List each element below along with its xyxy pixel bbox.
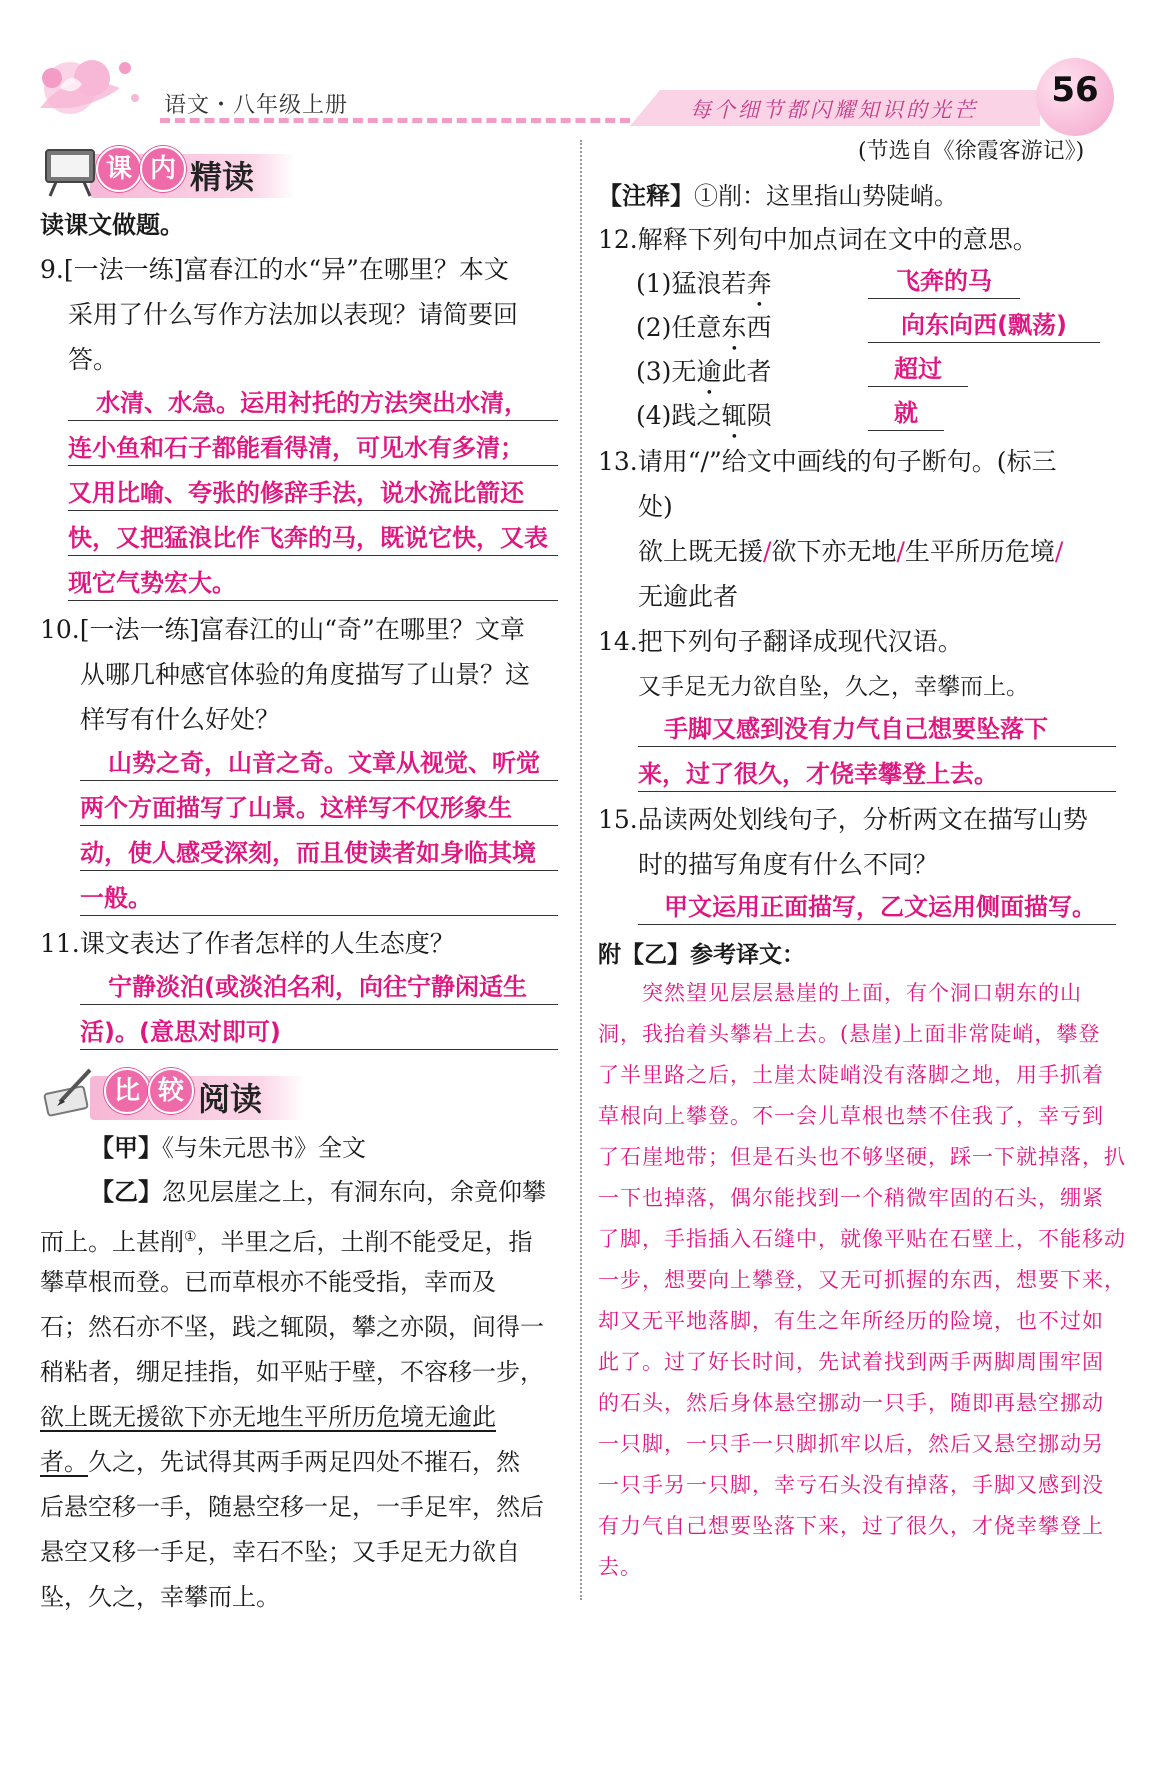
q13-segment: 生平所历危境	[904, 537, 1055, 566]
passage-yi-line: 坠，久之，幸攀而上。	[40, 1583, 280, 1611]
passage-yi-text: 而上。上甚削	[40, 1228, 184, 1256]
q15-line: 15.品读两处划线句子，分析两文在描写山势	[598, 805, 1088, 834]
passage-yi-line	[90, 1174, 546, 1210]
q12-item-text: 此者	[721, 357, 772, 386]
q12-item	[636, 354, 771, 401]
passage-yi-line: 石；然石亦不坚，践之辄陨，攀之亦陨，间得一	[40, 1313, 544, 1341]
passage-yi-line: 攀草根而登。已而草根亦不能受指，幸而及	[40, 1268, 496, 1296]
q12-dotted-word: 东	[721, 313, 747, 342]
translation-line: 一只手另一只脚，幸亏石头没有掉落，手脚又感到没	[598, 1473, 1104, 1497]
q12-item-text: 陨	[746, 401, 772, 430]
section-header-comparative-reading	[40, 1062, 310, 1122]
translation-line: 一只脚，一只手一只脚抓牢以后，然后又悬空挪动另	[598, 1432, 1104, 1456]
q12-answer: 飞奔的马	[868, 264, 1020, 299]
q12-item	[636, 398, 771, 445]
flower-ornament-icon	[30, 48, 150, 124]
section-bubble-char: 比	[104, 1068, 150, 1114]
q9-answer-line: 又用比喻、夸张的修辞手法，说水流比箭还	[68, 476, 558, 511]
q12-answer: 向东向西(飘荡)	[868, 308, 1100, 343]
translation-line: 此了。过了好长时间，先试着找到两手两脚周围牢固	[598, 1350, 1104, 1374]
q12-item-text: 无	[671, 357, 697, 386]
q13-line: 处)	[638, 492, 673, 521]
q13-answer-sentence	[638, 534, 1063, 570]
section-header-close-reading	[40, 140, 300, 200]
subject-label: 语文・八年级上册	[164, 93, 349, 118]
q12-item-text: 西	[746, 313, 772, 342]
q9-answer-line: 水清、水急。运用衬托的方法突出水清，	[68, 386, 558, 421]
footnote-mark: ①	[184, 1229, 197, 1245]
page-number: 56	[1051, 70, 1099, 110]
notebook-pen-icon	[40, 1062, 100, 1122]
translation-line: 一步，想要向上攀登，又无可抓握的东西，想要下来，	[598, 1268, 1126, 1292]
q12-item	[636, 310, 771, 357]
translation-title: 附【乙】参考译文：	[598, 942, 805, 968]
q12-answer: 超过	[868, 352, 968, 387]
q15-line: 时的描写角度有什么不同？	[638, 850, 939, 879]
instruction: 读课文做题。	[40, 211, 184, 239]
column-divider	[580, 140, 582, 1600]
passage-yi-underlined-text: 者。	[40, 1448, 88, 1476]
q13-segment-last: 无逾此者	[638, 582, 739, 611]
q9-line: 答。	[68, 345, 119, 374]
q12-answer: 就	[868, 396, 944, 431]
translation-line: 草根向上攀登。不一会儿草根也禁不住我了，幸亏到	[598, 1104, 1104, 1128]
passage-yi-line: 悬空又移一手足，幸石不坠；又手足无力欲自	[40, 1538, 520, 1566]
passage-jia-label: 【甲】	[90, 1134, 162, 1162]
q12-line: 12.解释下列句中加点词在文中的意思。	[598, 225, 1038, 254]
q12-item-text: 猛浪若	[671, 269, 747, 298]
q13-slash: /	[896, 537, 905, 566]
q11-answer-line: 活)。(意思对即可)	[80, 1015, 558, 1050]
passage-yi-line	[40, 1444, 520, 1480]
q10-answer-line: 两个方面描写了山景。这样写不仅形象生	[80, 791, 558, 826]
q9-line: 9.[一法一练]富春江的水“异”在哪里？本文	[40, 255, 509, 284]
q10-line: 样写有什么好处？	[80, 705, 281, 734]
q11-answer-line: 宁静淡泊(或淡泊名利，向往宁静闲适生	[80, 970, 558, 1005]
q12-item-text: 任意	[671, 313, 722, 342]
q10-answer-line: 山势之奇，山音之奇。文章从视觉、听觉	[80, 746, 558, 781]
translation-line: 一下也掉落，偶尔能找到一个稍微牢固的石头，绷紧	[598, 1186, 1104, 1210]
passage-yi-label: 【乙】	[90, 1178, 162, 1206]
section-bubble-char: 较	[148, 1068, 194, 1114]
annotation-label: 【注释】	[598, 182, 694, 210]
q10-answer-line: 动，使人感受深刻，而且使读者如身临其境	[80, 836, 558, 871]
translation-line: 了半里路之后，土崖太陡峭没有落脚之地，用手抓着	[598, 1063, 1104, 1087]
translation-line: 了脚，手指插入石缝中，就像平贴在石壁上，不能移动	[598, 1227, 1126, 1251]
translation-line: 去。	[598, 1555, 642, 1579]
header-dashed-divider	[160, 118, 630, 123]
translation-line: 洞，我抬着头攀岩上去。(悬崖)上面非常陡峭，攀登	[598, 1022, 1101, 1046]
q9-answer-line: 快，又把猛浪比作飞奔的马，既说它快，又表	[68, 521, 558, 556]
q10-line: 从哪几种感官体验的角度描写了山景？这	[80, 660, 531, 689]
q10-answer-line: 一般。	[80, 881, 558, 916]
translation-line: 却又无平地落脚，有生之年所经历的险境，也不过如	[598, 1309, 1104, 1333]
passage-jia	[90, 1130, 366, 1166]
annotation-text: ①削：这里指山势陡峭。	[694, 182, 958, 210]
section-title: 阅读	[198, 1080, 263, 1118]
passage-yi-line: 后悬空移一手，随悬空移一足，一手足牢，然后	[40, 1493, 544, 1521]
translation-line: 的石头，然后身体悬空挪动一只手，随即再悬空挪动	[598, 1391, 1104, 1415]
translation-line: 突然望见层层悬崖的上面，有个洞口朝东的山	[642, 981, 1082, 1005]
section-bubble-char: 课	[96, 146, 142, 192]
q13-segment: 欲上既无援	[638, 537, 764, 566]
q9-line: 采用了什么写作方法加以表现？请简要回	[68, 300, 519, 329]
q14-sentence: 又手足无力欲自坠，久之，幸攀而上。	[638, 674, 1029, 700]
q13-slash: /	[1054, 537, 1064, 566]
q15-answer-line: 甲文运用正面描写，乙文运用侧面描写。	[638, 890, 1116, 925]
q12-item	[636, 266, 771, 313]
section-bubble-char: 内	[140, 146, 186, 192]
source-note: (节选自《徐霞客游记》)	[858, 139, 1085, 164]
q10-line: 10.[一法一练]富春江的山“奇”在哪里？文章	[40, 615, 525, 644]
q12-item-number: (4)	[636, 401, 672, 430]
q13-line: 13.请用“/”给文中画线的句子断句。(标三	[598, 447, 1057, 476]
q11-line: 11.课文表达了作者怎样的人生态度？	[40, 929, 455, 958]
q14-answer-line: 来，过了很久，才侥幸攀登上去。	[638, 757, 1116, 792]
q13-segment: 欲下亦无地	[771, 537, 897, 566]
q12-dotted-word: 奔	[746, 269, 772, 298]
q14-answer-line: 手脚又感到没有力气自己想要坠落下	[638, 712, 1116, 747]
q12-dotted-word: 辄	[721, 401, 747, 430]
passage-yi-line: 稍粘者，绷足挂指，如平贴于壁，不容移一步，	[40, 1358, 544, 1386]
passage-yi-underlined-line: 欲上既无援欲下亦无地生平所历危境无逾此	[40, 1403, 496, 1431]
annotation	[598, 178, 958, 214]
q14-line: 14.把下列句子翻译成现代汉语。	[598, 627, 963, 656]
passage-yi-line	[40, 1219, 533, 1260]
q12-dotted-word: 逾	[696, 357, 722, 386]
q13-slash: /	[763, 537, 772, 566]
translation-line: 了石崖地带；但是石头也不够坚硬，踩一下就掉落，扒	[598, 1145, 1126, 1169]
passage-yi-text: 忽见层崖之上，有洞东向，余竟仰攀	[162, 1178, 546, 1206]
q12-item-number: (1)	[636, 269, 672, 298]
blackboard-icon	[40, 140, 100, 200]
q9-answer-line: 连小鱼和石子都能看得清，可见水有多清；	[68, 431, 558, 466]
q9-answer-line: 现它气势宏大。	[68, 566, 558, 601]
q12-item-text: 践之	[671, 401, 722, 430]
header-slogan: 每个细节都闪耀知识的光芒	[690, 98, 978, 122]
q12-item-number: (3)	[636, 357, 672, 386]
section-title: 精读	[190, 158, 255, 196]
translation-line: 有力气自己想要坠落下来，过了很久，才侥幸攀登上	[598, 1514, 1104, 1538]
passage-yi-text: ，半里之后，土削不能受足，指	[196, 1228, 533, 1256]
passage-yi-text: 久之，先试得其两手两足四处不摧石，然	[88, 1448, 520, 1476]
q12-item-number: (2)	[636, 313, 672, 342]
passage-jia-text: 《与朱元思书》全文	[162, 1134, 366, 1162]
